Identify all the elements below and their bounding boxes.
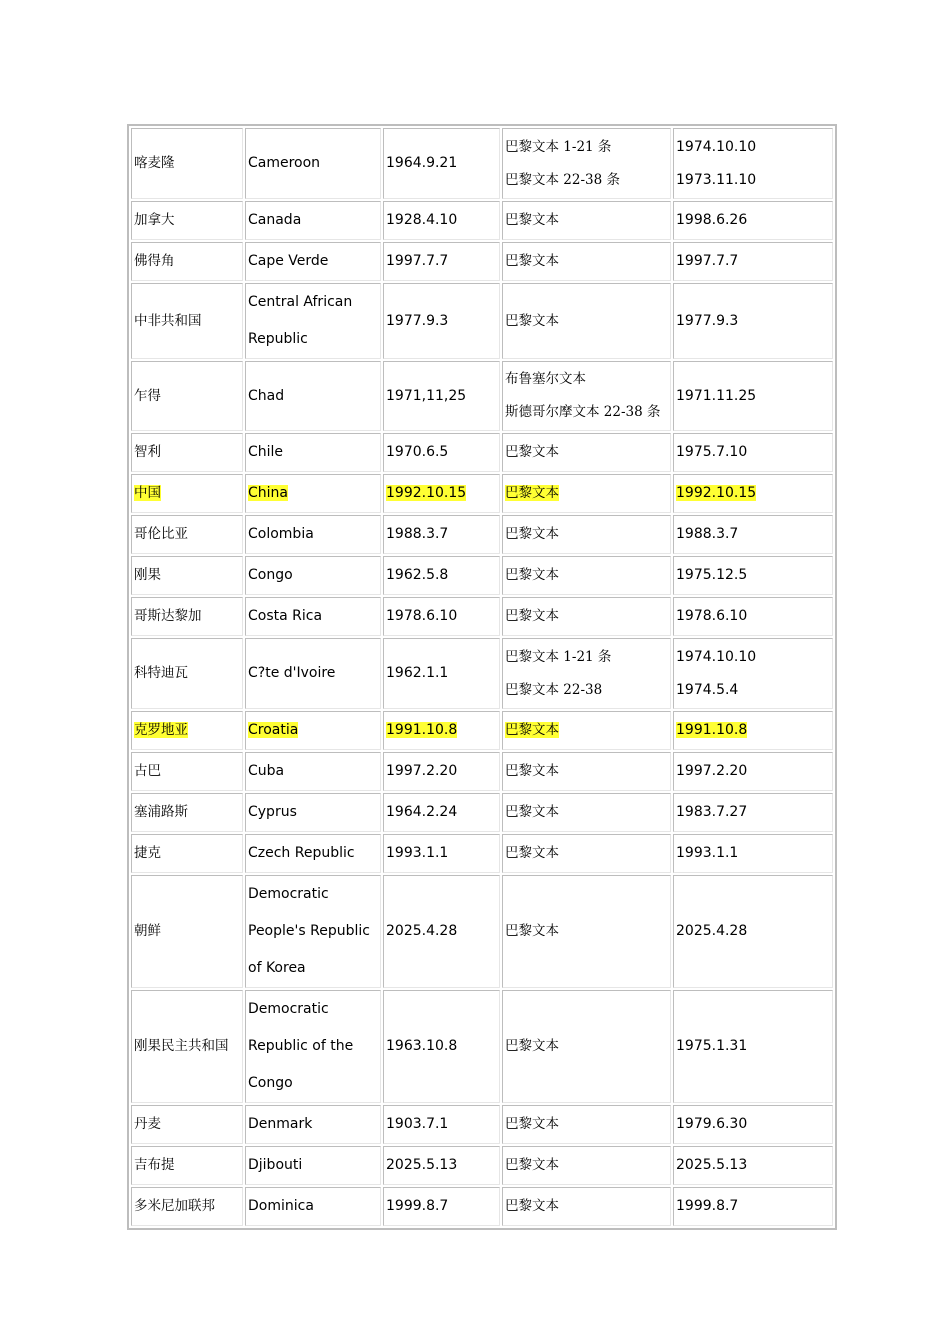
country-cn-cell-text: 朝鲜 [134, 923, 161, 939]
country-cn-cell [131, 242, 243, 281]
signing-date-cell [383, 711, 500, 750]
treaty-table [127, 124, 837, 1230]
country-cn-cell-text: 刚果民主共和国 [134, 1038, 229, 1054]
table-row [131, 283, 833, 359]
text-version-cell-line: 巴黎文本 [505, 253, 559, 269]
signing-date-cell [383, 283, 500, 359]
country-en-cell-line: Colombia [248, 526, 314, 542]
effective-date-cell-line: 1975.7.10 [676, 444, 748, 460]
country-cn-cell-text: 科特迪瓦 [134, 665, 188, 681]
country-en-cell [245, 433, 381, 472]
effective-date-cell-line: 1999.8.7 [676, 1198, 739, 1214]
country-cn-cell [131, 556, 243, 595]
effective-date-cell-line: 1997.7.7 [676, 253, 739, 269]
effective-date-cell [673, 515, 833, 554]
text-version-cell [502, 1146, 671, 1185]
country-cn-cell [131, 433, 243, 472]
country-en-cell-line: Croatia [248, 722, 299, 738]
country-en-cell [245, 834, 381, 873]
table-row [131, 242, 833, 281]
signing-date-cell-text: 1997.7.7 [386, 253, 449, 269]
table-row [131, 556, 833, 595]
effective-date-cell-line: 1993.1.1 [676, 845, 739, 861]
effective-date-cell [673, 361, 833, 431]
text-version-cell-line: 巴黎文本 [505, 1038, 559, 1054]
signing-date-cell [383, 1146, 500, 1185]
effective-date-cell-line: 2025.5.13 [676, 1157, 748, 1173]
text-version-cell [502, 556, 671, 595]
signing-date-cell [383, 201, 500, 240]
country-en-cell-line: Central African [248, 294, 353, 310]
text-version-cell [502, 1105, 671, 1144]
signing-date-cell-text: 1963.10.8 [386, 1038, 458, 1054]
effective-date-cell [673, 201, 833, 240]
text-version-cell [502, 834, 671, 873]
country-en-cell-line: Denmark [248, 1116, 313, 1132]
country-cn-cell [131, 1105, 243, 1144]
signing-date-cell-text: 1971,11,25 [386, 387, 467, 404]
country-en-cell [245, 638, 381, 709]
signing-date-cell-text: 1991.10.8 [386, 722, 458, 738]
country-cn-cell [131, 793, 243, 832]
country-cn-cell [131, 875, 243, 988]
country-en-cell-line: China [248, 485, 288, 501]
effective-date-cell-line: 1992.10.15 [676, 485, 757, 501]
signing-date-cell-text: 1903.7.1 [386, 1116, 449, 1132]
effective-date-cell-line: 1975.12.5 [676, 567, 748, 583]
text-version-cell-line: 布鲁塞尔文本 [505, 371, 586, 387]
text-version-cell-line: 巴黎文本 1-21 条 [505, 648, 612, 665]
country-cn-cell-text: 中非共和国 [134, 312, 202, 329]
signing-date-cell [383, 1105, 500, 1144]
table-row [131, 433, 833, 472]
text-version-cell [502, 597, 671, 636]
effective-date-cell-line: 1973.11.10 [676, 171, 757, 188]
effective-date-cell-line: 1977.9.3 [676, 312, 739, 329]
signing-date-cell [383, 875, 500, 988]
table-row [131, 361, 833, 431]
signing-date-cell [383, 834, 500, 873]
country-cn-cell-text: 喀麦隆 [134, 155, 175, 171]
signing-date-cell [383, 638, 500, 709]
country-en-cell-line: Czech Republic [248, 845, 355, 861]
effective-date-cell [673, 711, 833, 750]
table-row [131, 201, 833, 240]
text-version-cell-line: 巴黎文本 [505, 845, 559, 861]
effective-date-cell-line: 1974.5.4 [676, 681, 739, 698]
effective-date-cell [673, 875, 833, 988]
signing-date-cell-text: 1964.2.24 [386, 804, 458, 820]
country-en-cell-line: Congo [248, 567, 293, 583]
table-row [131, 711, 833, 750]
country-cn-cell-text: 哥斯达黎加 [134, 608, 202, 624]
country-cn-cell-text: 中国 [134, 485, 161, 501]
signing-date-cell [383, 128, 500, 199]
text-version-cell [502, 990, 671, 1103]
table-row [131, 875, 833, 988]
country-cn-cell-text: 佛得角 [134, 253, 175, 269]
country-en-cell-line: Republic [248, 331, 308, 347]
text-version-cell [502, 752, 671, 791]
effective-date-cell-line: 1971.11.25 [676, 387, 757, 404]
country-cn-cell-text: 塞浦路斯 [134, 804, 188, 820]
country-cn-cell [131, 515, 243, 554]
country-en-cell [245, 515, 381, 554]
effective-date-cell [673, 556, 833, 595]
effective-date-cell-line: 1991.10.8 [676, 722, 748, 738]
country-en-cell [245, 556, 381, 595]
text-version-cell-line: 巴黎文本 [505, 608, 559, 624]
country-en-cell-line: C?te d'Ivoire [248, 665, 336, 681]
text-version-cell-line: 巴黎文本 [505, 763, 559, 779]
effective-date-cell [673, 474, 833, 513]
signing-date-cell-text: 1964.9.21 [386, 155, 458, 171]
country-en-cell [245, 711, 381, 750]
signing-date-cell [383, 793, 500, 832]
table-row [131, 1146, 833, 1185]
country-en-cell [245, 474, 381, 513]
text-version-cell [502, 201, 671, 240]
text-version-cell [502, 515, 671, 554]
country-en-cell [245, 283, 381, 359]
table-row [131, 597, 833, 636]
text-version-cell-line: 巴黎文本 [505, 485, 559, 501]
country-en-cell [245, 597, 381, 636]
text-version-cell-line: 巴黎文本 [505, 567, 559, 583]
country-en-cell-line: Chile [248, 444, 284, 460]
text-version-cell-line: 巴黎文本 [505, 1198, 559, 1214]
effective-date-cell-line: 1979.6.30 [676, 1116, 748, 1132]
text-version-cell [502, 242, 671, 281]
text-version-cell-line: 巴黎文本 [505, 804, 559, 820]
signing-date-cell-text: 1977.9.3 [386, 312, 449, 329]
text-version-cell-line: 巴黎文本 [505, 444, 559, 460]
country-en-cell [245, 990, 381, 1103]
country-en-cell [245, 752, 381, 791]
text-version-cell [502, 283, 671, 359]
country-cn-cell-text: 捷克 [134, 845, 161, 861]
text-version-cell [502, 474, 671, 513]
text-version-cell-line: 巴黎文本 1-21 条 [505, 138, 612, 155]
signing-date-cell [383, 433, 500, 472]
effective-date-cell [673, 1187, 833, 1226]
country-en-cell-line: Democratic [248, 1001, 329, 1017]
effective-date-cell-line: 1988.3.7 [676, 526, 739, 542]
signing-date-cell [383, 597, 500, 636]
signing-date-cell-text: 1928.4.10 [386, 212, 458, 228]
country-cn-cell [131, 834, 243, 873]
effective-date-cell-line: 1997.2.20 [676, 763, 748, 779]
signing-date-cell-text: 1962.5.8 [386, 567, 449, 583]
text-version-cell-line: 巴黎文本 [505, 1157, 559, 1173]
country-en-cell-line: People's Republic [248, 923, 370, 939]
country-en-cell [245, 361, 381, 431]
text-version-cell-line: 巴黎文本 [505, 312, 559, 329]
country-en-cell-line: of Korea [248, 960, 306, 976]
text-version-cell [502, 711, 671, 750]
country-en-cell [245, 793, 381, 832]
table-row [131, 752, 833, 791]
effective-date-cell [673, 834, 833, 873]
country-cn-cell-text: 刚果 [134, 567, 161, 583]
country-cn-cell [131, 597, 243, 636]
country-cn-cell-text: 哥伦比亚 [134, 526, 188, 542]
effective-date-cell [673, 433, 833, 472]
effective-date-cell-line: 2025.4.28 [676, 923, 748, 939]
table-row [131, 128, 833, 199]
signing-date-cell [383, 990, 500, 1103]
effective-date-cell-line: 1978.6.10 [676, 608, 748, 624]
table-row [131, 638, 833, 709]
text-version-cell [502, 875, 671, 988]
country-cn-cell-text: 古巴 [134, 763, 161, 779]
table-row [131, 1187, 833, 1226]
signing-date-cell [383, 361, 500, 431]
country-en-cell [245, 201, 381, 240]
text-version-cell-line: 巴黎文本 22-38 条 [505, 171, 621, 188]
effective-date-cell [673, 283, 833, 359]
effective-date-cell [673, 1146, 833, 1185]
country-cn-cell [131, 990, 243, 1103]
text-version-cell [502, 433, 671, 472]
country-cn-cell-text: 加拿大 [134, 212, 175, 228]
effective-date-cell [673, 638, 833, 709]
country-en-cell-line: Canada [248, 212, 302, 228]
signing-date-cell [383, 474, 500, 513]
country-cn-cell-text: 智利 [134, 444, 161, 460]
country-en-cell-line: Cape Verde [248, 253, 329, 269]
country-cn-cell-text: 乍得 [134, 387, 161, 404]
text-version-cell [502, 793, 671, 832]
country-cn-cell [131, 711, 243, 750]
country-en-cell-line: Congo [248, 1075, 293, 1091]
country-cn-cell [131, 1187, 243, 1226]
signing-date-cell-text: 2025.5.13 [386, 1157, 458, 1173]
country-en-cell [245, 242, 381, 281]
country-cn-cell [131, 752, 243, 791]
text-version-cell [502, 128, 671, 199]
country-en-cell [245, 128, 381, 199]
effective-date-cell [673, 242, 833, 281]
table-row [131, 834, 833, 873]
table-row [131, 1105, 833, 1144]
text-version-cell-line: 巴黎文本 22-38 [505, 681, 603, 698]
signing-date-cell-text: 2025.4.28 [386, 923, 458, 939]
signing-date-cell-text: 1999.8.7 [386, 1198, 449, 1214]
effective-date-cell [673, 128, 833, 199]
country-cn-cell [131, 638, 243, 709]
signing-date-cell-text: 1978.6.10 [386, 608, 458, 624]
effective-date-cell [673, 793, 833, 832]
country-cn-cell [131, 1146, 243, 1185]
table-row [131, 990, 833, 1103]
country-cn-cell-text: 丹麦 [134, 1116, 161, 1132]
signing-date-cell [383, 515, 500, 554]
effective-date-cell [673, 990, 833, 1103]
effective-date-cell [673, 752, 833, 791]
effective-date-cell-line: 1974.10.10 [676, 138, 757, 155]
country-cn-cell-text: 多米尼加联邦 [134, 1198, 215, 1214]
country-en-cell [245, 1146, 381, 1185]
signing-date-cell-text: 1992.10.15 [386, 485, 467, 501]
text-version-cell [502, 638, 671, 709]
signing-date-cell [383, 1187, 500, 1226]
effective-date-cell-line: 1974.10.10 [676, 648, 757, 665]
signing-date-cell [383, 556, 500, 595]
text-version-cell-line: 巴黎文本 [505, 526, 559, 542]
country-en-cell-line: Cuba [248, 763, 285, 779]
country-en-cell-line: Costa Rica [248, 608, 323, 624]
country-cn-cell [131, 474, 243, 513]
signing-date-cell-text: 1997.2.20 [386, 763, 458, 779]
text-version-cell-line: 巴黎文本 [505, 923, 559, 939]
country-en-cell-line: Djibouti [248, 1157, 303, 1173]
signing-date-cell [383, 242, 500, 281]
signing-date-cell-text: 1993.1.1 [386, 845, 449, 861]
signing-date-cell-text: 1988.3.7 [386, 526, 449, 542]
country-en-cell-line: Cyprus [248, 804, 297, 820]
country-en-cell-line: Dominica [248, 1198, 314, 1214]
signing-date-cell-text: 1970.6.5 [386, 444, 449, 460]
text-version-cell [502, 1187, 671, 1226]
text-version-cell-line: 巴黎文本 [505, 1116, 559, 1132]
table-row [131, 474, 833, 513]
signing-date-cell [383, 752, 500, 791]
country-en-cell [245, 875, 381, 988]
country-cn-cell [131, 128, 243, 199]
signing-date-cell-text: 1962.1.1 [386, 665, 449, 681]
text-version-cell-line: 巴黎文本 [505, 722, 559, 738]
country-cn-cell-text: 吉布提 [134, 1157, 175, 1173]
country-cn-cell [131, 283, 243, 359]
table-body [131, 128, 833, 1226]
country-cn-cell [131, 361, 243, 431]
table-row [131, 515, 833, 554]
country-cn-cell [131, 201, 243, 240]
country-en-cell [245, 1187, 381, 1226]
country-en-cell-line: Chad [248, 387, 285, 404]
effective-date-cell [673, 1105, 833, 1144]
country-en-cell-line: Cameroon [248, 155, 321, 171]
text-version-cell-line: 巴黎文本 [505, 212, 559, 228]
country-en-cell-line: Republic of the [248, 1038, 354, 1054]
country-en-cell [245, 1105, 381, 1144]
text-version-cell-line: 斯德哥尔摩文本 22-38 条 [505, 404, 661, 420]
text-version-cell [502, 361, 671, 431]
country-en-cell-line: Democratic [248, 886, 329, 902]
effective-date-cell-line: 1975.1.31 [676, 1038, 748, 1054]
table-row [131, 793, 833, 832]
country-cn-cell-text: 克罗地亚 [134, 722, 188, 738]
effective-date-cell [673, 597, 833, 636]
effective-date-cell-line: 1998.6.26 [676, 212, 748, 228]
effective-date-cell-line: 1983.7.27 [676, 804, 748, 820]
